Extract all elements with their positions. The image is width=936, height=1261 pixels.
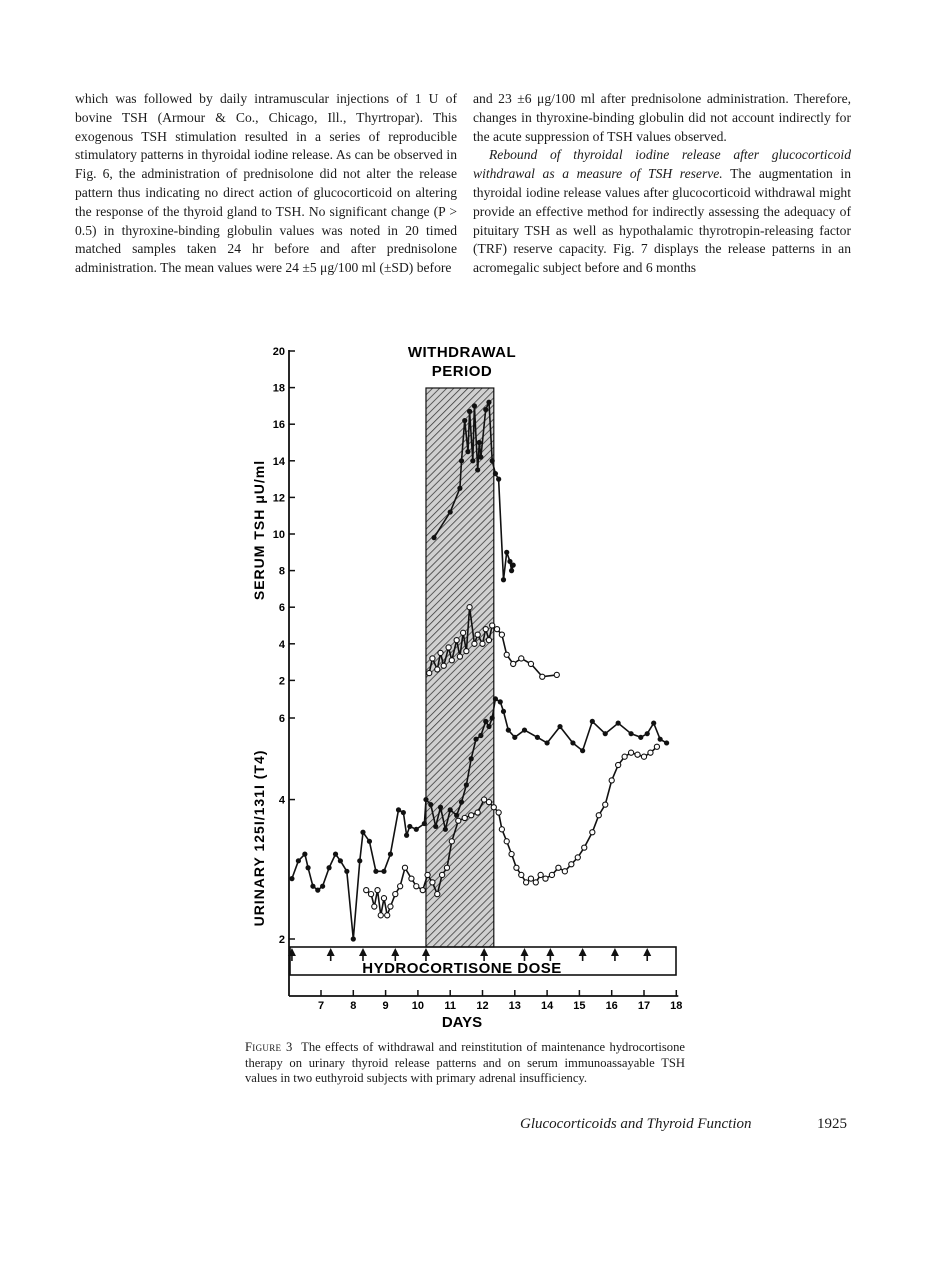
dose-arrow-head [422, 948, 430, 956]
urinary-data-point [396, 807, 401, 812]
figure-caption [245, 1040, 685, 1087]
dose-arrow-head [579, 948, 587, 956]
urinary-data-point [512, 735, 517, 740]
urinary-data-point [375, 888, 380, 893]
tsh-y-tick-label: 8 [278, 565, 285, 578]
urinary-data-point [462, 815, 467, 820]
urinary-data-point [486, 724, 491, 729]
tsh-data-point [511, 563, 516, 568]
tsh-y-tick-label: 16 [272, 419, 285, 432]
urinary-data-point [449, 839, 454, 844]
urinary-data-point [333, 852, 338, 857]
y-axis-label-urinary: URINARY 125I/131I (T4) [251, 749, 267, 927]
tsh-data-point [490, 623, 495, 628]
x-tick-label: 7 [317, 1000, 325, 1012]
urinary-data-point [622, 754, 627, 759]
urinary-data-point [444, 865, 449, 870]
dose-arrow-head [480, 948, 488, 956]
urinary-data-point [388, 852, 393, 857]
urinary-data-point [648, 750, 653, 755]
tsh-data-point [477, 440, 482, 445]
urinary-data-point [438, 805, 443, 810]
tsh-data-point [493, 471, 498, 476]
urinary-data-point [430, 880, 435, 885]
caption-label: Figure 3 [245, 1040, 293, 1054]
tsh-y-tick-label: 4 [278, 638, 285, 651]
tsh-data-point [504, 550, 509, 555]
urinary-data-point [407, 824, 412, 829]
chart-title-line-2: PERIOD [431, 363, 493, 380]
y-axis-label-tsh: SERUM TSH μU/ml [251, 459, 267, 601]
urinary-data-point [635, 752, 640, 757]
urinary-y-tick-label: 2 [278, 934, 285, 946]
tsh-data-point [431, 535, 436, 540]
urinary-data-point [651, 720, 656, 725]
urinary-data-point [522, 727, 527, 732]
tsh-data-point [454, 638, 459, 643]
urinary-data-point [569, 862, 574, 867]
urinary-data-point [378, 913, 383, 918]
x-tick-label: 11 [444, 1000, 457, 1012]
chart-title-line-1: WITHDRAWAL [407, 344, 517, 361]
urinary-data-point [475, 810, 480, 815]
urinary-y-tick-label: 4 [278, 794, 285, 807]
urinary-data-point [381, 869, 386, 874]
urinary-data-point [414, 884, 419, 889]
urinary-data-point [388, 904, 393, 909]
tsh-data-point [430, 656, 435, 661]
tsh-data-point [461, 630, 466, 635]
urinary-data-point [469, 756, 474, 761]
urinary-data-point [628, 750, 633, 755]
urinary-data-point [603, 731, 608, 736]
urinary-data-point [305, 865, 310, 870]
dose-arrow-head [359, 948, 367, 956]
urinary-data-point [326, 865, 331, 870]
urinary-data-point [483, 719, 488, 724]
urinary-data-point [289, 876, 294, 881]
urinary-data-point [478, 733, 483, 738]
urinary-data-point [364, 888, 369, 893]
urinary-data-point [664, 740, 669, 745]
tsh-y-tick-label: 14 [272, 455, 285, 468]
urinary-data-point [533, 880, 538, 885]
tsh-data-point [528, 661, 533, 666]
tsh-data-point [441, 663, 446, 668]
tsh-y-tick-label: 12 [272, 492, 285, 505]
urinary-data-point [562, 869, 567, 874]
dose-label: HYDROCORTISONE DOSE [362, 960, 562, 977]
urinary-data-point [603, 802, 608, 807]
left-paragraph: which was followed by daily intramuscular injections of 1 U of bovine TSH (Armour & Co., Chicago, Ill., Thyrtropar). This exogenous TSH stimulation resulted in a series of reproducible stimulatory patterns in thyroidal iodine release. As can be observed in Fig. 6, the administration of prednisolone did not alter the release pattern thus indicating no direct action of glucocorticoid on altering the response of the thyroid gland to TSH. No significant change (P > 0.5) in thyroxine-binding globulin values was noted in 20 timed matched samples taken 24 hr before and after prednisolone administration. The mean values were 24 ±5 μg/100 ml (±SD) before [75, 91, 457, 276]
tsh-data-point [490, 458, 495, 463]
x-tick-label: 14 [540, 1000, 554, 1012]
caption-text: The effects of withdrawal and reinstitution of maintenance hydrocortisone therapy on urinary thyroid release patterns and on serum immunoassayable TSH values in two euthyroid subjects with primary adrenal insufficiency. [245, 1040, 685, 1085]
dose-arrow-head [327, 948, 335, 956]
urinary-data-point [609, 778, 614, 783]
dose-arrow-head [643, 948, 651, 956]
section-body: The augmentation in thyroidal iodine release values after glucocorticoid withdrawal might provide an effective method for indirectly assessing the adequacy of pituitary TSH as well as hypothalamic thyrotropin-releasing factor (TRF) reserve capacity. Fig. 7 displays the release patterns in an acromegalic subject before and 6 months [473, 166, 851, 276]
tsh-data-point [467, 605, 472, 610]
page-footer [520, 1116, 847, 1133]
urinary-data-point [404, 833, 409, 838]
tsh-data-point [480, 641, 485, 646]
tsh-data-point [483, 407, 488, 412]
urinary-data-point [456, 818, 461, 823]
page-number: 1925 [817, 1116, 847, 1132]
x-tick-label: 12 [476, 1000, 489, 1012]
urinary-data-point [373, 869, 378, 874]
urinary-data-point [464, 782, 469, 787]
tsh-data-point [499, 632, 504, 637]
tsh-data-point [438, 650, 443, 655]
tsh-data-point [470, 458, 475, 463]
urinary-data-point [641, 754, 646, 759]
urinary-data-point [398, 884, 403, 889]
urinary-data-point [344, 869, 349, 874]
tsh-data-point [496, 477, 501, 482]
urinary-data-point [590, 830, 595, 835]
tsh-data-point [472, 641, 477, 646]
urinary-data-point [402, 865, 407, 870]
urinary-data-point [315, 888, 320, 893]
tsh-data-point [509, 568, 514, 573]
urinary-data-point [428, 802, 433, 807]
tsh-data-point [511, 661, 516, 666]
x-tick-label: 9 [382, 1000, 389, 1012]
urinary-data-point [296, 858, 301, 863]
urinary-data-point [454, 813, 459, 818]
urinary-data-point [423, 797, 428, 802]
tsh-data-point [540, 674, 545, 679]
urinary-data-point [509, 852, 514, 857]
urinary-data-point [556, 865, 561, 870]
x-tick-label: 13 [508, 1000, 521, 1012]
urinary-data-point [422, 821, 427, 826]
dose-arrow-head [546, 948, 554, 956]
urinary-y-tick-label: 6 [278, 713, 285, 725]
urinary-data-point [409, 876, 414, 881]
tsh-data-point [457, 486, 462, 491]
urinary-data-point [616, 720, 621, 725]
x-tick-label: 17 [637, 1000, 651, 1012]
urinary-data-point [459, 799, 464, 804]
urinary-data-point [628, 731, 633, 736]
urinary-data-point [302, 852, 307, 857]
urinary-data-point [393, 892, 398, 897]
tsh-data-point [449, 658, 454, 663]
urinary-data-point [493, 696, 498, 701]
urinary-data-point [596, 813, 601, 818]
tsh-data-point [486, 400, 491, 405]
urinary-data-point [506, 727, 511, 732]
x-axis-label: DAYS [441, 1014, 483, 1031]
urinary-data-point [414, 827, 419, 832]
tsh-data-point [494, 627, 499, 632]
tsh-data-point [501, 577, 506, 582]
tsh-data-point [467, 409, 472, 414]
urinary-data-point [658, 737, 663, 742]
tsh-y-tick-label: 20 [272, 346, 285, 358]
urinary-data-point [486, 799, 491, 804]
urinary-data-point [654, 744, 659, 749]
tsh-data-point [475, 632, 480, 637]
tsh-y-tick-label: 18 [272, 382, 285, 395]
dose-arrow-head [520, 948, 528, 956]
tsh-data-point [459, 458, 464, 463]
urinary-data-point [535, 735, 540, 740]
urinary-data-point [425, 872, 430, 877]
tsh-data-point [483, 627, 488, 632]
urinary-data-point [519, 872, 524, 877]
urinary-data-point [420, 888, 425, 893]
running-title: Glucocorticoids and Thyroid Function [520, 1116, 752, 1132]
urinary-data-point [367, 839, 372, 844]
urinary-data-point [499, 827, 504, 832]
urinary-data-point [590, 719, 595, 724]
urinary-data-point [368, 892, 373, 897]
tsh-data-point [435, 667, 440, 672]
urinary-data-point [514, 865, 519, 870]
tsh-data-point [486, 638, 491, 643]
urinary-data-point [385, 913, 390, 918]
urinary-data-point [570, 740, 575, 745]
urinary-data-point [433, 824, 438, 829]
urinary-series-line [366, 747, 657, 916]
tsh-data-point [478, 455, 483, 460]
right-paragraph-1: and 23 ±6 μg/100 ml after prednisolone administration. Therefore, changes in thyroxine-binding globulin did not account indirectly for the acute suppression of TSH values observed. [473, 91, 851, 144]
tsh-data-point [475, 467, 480, 472]
urinary-data-point [381, 896, 386, 901]
urinary-data-point [320, 884, 325, 889]
urinary-data-point [440, 872, 445, 877]
x-tick-label: 16 [605, 1000, 618, 1012]
urinary-data-point [580, 748, 585, 753]
section-heading: Rebound of thyroidal iodine release after glucocorticoid withdrawal as a measure of TSH reserve. [473, 147, 851, 182]
tsh-y-tick-label: 6 [278, 602, 285, 615]
tsh-data-point [465, 449, 470, 454]
urinary-data-point [473, 737, 478, 742]
tsh-data-point [427, 670, 432, 675]
dose-arrow-head [391, 948, 399, 956]
urinary-data-point [357, 858, 362, 863]
urinary-data-point [372, 904, 377, 909]
urinary-data-point [504, 839, 509, 844]
tsh-data-point [457, 654, 462, 659]
urinary-data-point [435, 892, 440, 897]
tsh-data-point [504, 652, 509, 657]
urinary-data-point [351, 936, 356, 941]
urinary-data-point [401, 810, 406, 815]
tsh-y-tick-label: 10 [272, 529, 285, 541]
tsh-y-tick-label: 2 [278, 675, 285, 688]
tsh-data-point [519, 656, 524, 661]
urinary-data-point [498, 699, 503, 704]
x-tick-label: 10 [411, 1000, 425, 1012]
urinary-data-point [528, 876, 533, 881]
tsh-data-point [472, 403, 477, 408]
urinary-data-point [443, 827, 448, 832]
urinary-data-point [469, 813, 474, 818]
dose-arrow-head [611, 948, 619, 956]
x-tick-label: 8 [350, 1000, 357, 1012]
urinary-data-point [448, 807, 453, 812]
urinary-data-point [310, 884, 315, 889]
tsh-data-point [446, 645, 451, 650]
urinary-data-point [524, 880, 529, 885]
urinary-data-point [538, 872, 543, 877]
urinary-data-point [360, 830, 365, 835]
urinary-data-point [496, 810, 501, 815]
urinary-data-point [543, 876, 548, 881]
urinary-data-point [557, 724, 562, 729]
x-tick-label: 15 [573, 1000, 586, 1012]
urinary-data-point [582, 845, 587, 850]
x-tick-label: 18 [670, 1000, 683, 1012]
urinary-data-point [490, 715, 495, 720]
urinary-data-point [616, 762, 621, 767]
tsh-data-point [448, 509, 453, 514]
urinary-data-point [491, 805, 496, 810]
urinary-data-point [645, 731, 650, 736]
urinary-data-point [575, 855, 580, 860]
urinary-data-point [549, 872, 554, 877]
urinary-data-point [338, 858, 343, 863]
tsh-data-point [464, 649, 469, 654]
urinary-data-point [501, 709, 506, 714]
urinary-data-point [545, 740, 550, 745]
tsh-data-point [462, 418, 467, 423]
urinary-data-point [638, 735, 643, 740]
tsh-data-point [554, 672, 559, 677]
